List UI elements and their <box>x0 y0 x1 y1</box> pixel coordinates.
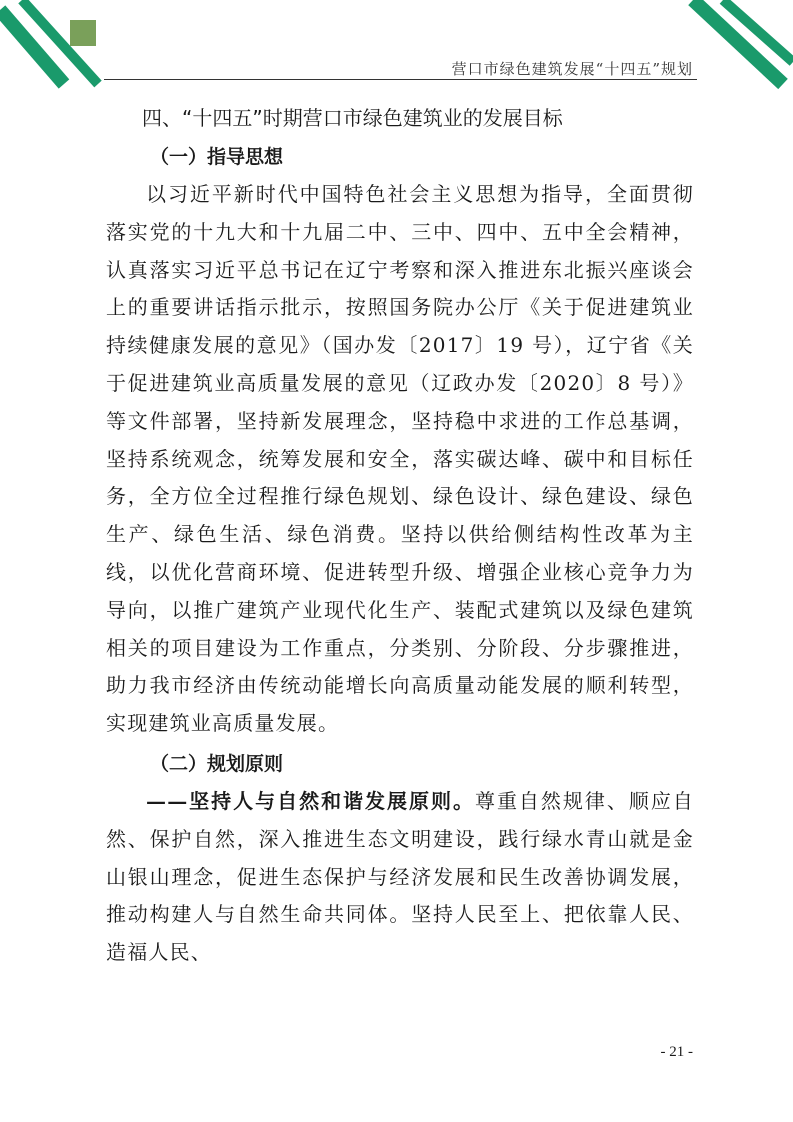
subsection-title-planning-principles: （二）规划原则 <box>150 752 284 775</box>
paragraph-principle-harmony <box>106 783 694 972</box>
section-title: 四、“十四五”时期营口市绿色建筑业的发展目标 <box>142 106 563 130</box>
corner-decoration-left <box>0 0 110 90</box>
subsection-title-guiding-ideology: （一）指导思想 <box>150 146 284 168</box>
header-title: 营口市绿色建筑发展“十四五”规划 <box>451 60 693 78</box>
principle-body: 尊重自然规律、顺应自然、保护自然，深入推进生态文明建设，践行绿水青山就是金山银山理念，促进生态保护与经济发展和民生改善协调发展，推动构建人与自然生命共同体。坚持人民至上、把依靠人民、造福人民、 <box>106 788 695 965</box>
corner-decoration-right <box>683 0 793 90</box>
page-number: - 21 - <box>660 1044 693 1060</box>
green-square <box>70 20 96 46</box>
principle-lead: ——坚持人与自然和谐发展原则。 <box>146 788 475 813</box>
paragraph-guiding-ideology: 以习近平新时代中国特色社会主义思想为指导，全面贯彻落实党的十九大和十九届二中、三中、四中、五中全会精神，认真落实习近平总书记在辽宁考察和深入推进东北振兴座谈会上的重要讲话指示批示，按照国务院办公厅《关于促进建筑业持续健康发展的意见》（国办发〔2017〕19 号），辽宁省《关于促进建筑业高质量发展的意见（辽政办发〔2020〕8 号）》等文件部署，坚持新发展理念，坚持稳中求进的工作总基调，坚持系统观念，统筹发展和安全，落实碳达峰、碳中和目标任务，全方位全过程推行绿色规划、绿色设计、绿色建设、绿色生产、绿色生活、绿色消费。坚持以供给侧结构性改革为主线，以优化营商环境、促进转型升级、增强企业核心竞争力为导向，以推广建筑产业现代化生产、装配式建筑以及绿色建筑相关的项目建设为工作重点，分类别、分阶段、分步骤推进，助力我市经济由传统动能增长向高质量动能发展的顺利转型，实现建筑业高质量发展。 <box>106 182 694 736</box>
page-content <box>106 100 694 972</box>
header-rule <box>104 79 697 80</box>
